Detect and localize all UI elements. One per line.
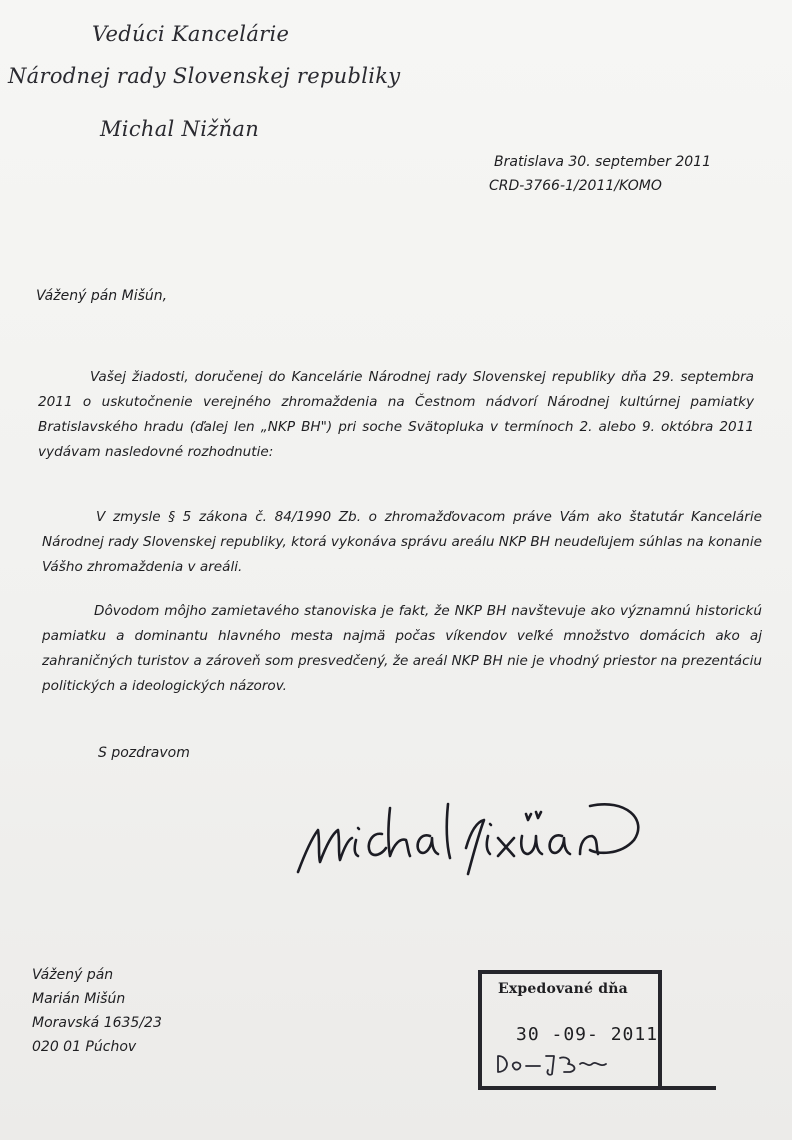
recipient-city: 020 01 Púchov [32, 1039, 137, 1055]
recipient-greeting: Vážený pán [32, 967, 114, 983]
letter-meta [489, 150, 711, 198]
paragraph-reasoning: Dôvodom môjho zamietavého stanoviska je fakt, že NKP BH navštevuje ako významnú historickú pamiatku a dominantu hlavného mesta najmä počas víkendov veľké množstvo domácich ako aj zahraničných turistov a zároveň som presvedčený, že areál NKP BH nie je vhodný priestor na prezentáciu politických a ideologických názorov. [42, 603, 762, 694]
handwritten-signature [290, 790, 650, 890]
letterhead-name: Michal Nižňan [100, 117, 260, 141]
letterhead-title: Vedúci Kancelárie [92, 22, 290, 46]
recipient-street: Moravská 1635/23 [32, 1015, 162, 1031]
stamp-label: Expedované dňa [498, 981, 628, 997]
place-date: Bratislava 30. september 2011 [494, 154, 711, 170]
stamp-border-extension [656, 1086, 716, 1090]
reference-number: CRD-3766-1/2011/KOMO [489, 178, 662, 194]
stamp-initials-scribble [494, 1050, 634, 1080]
recipient-name: Marián Mišún [32, 991, 126, 1007]
salutation: Vážený pán Mišún, [36, 288, 168, 304]
paragraph-request: Vašej žiadosti, doručenej do Kancelárie Národnej rady Slovenskej republiky dňa 29. septembra 2011 o uskutočnenie verejného zhromaždenia na Čestnom nádvorí Národnej kultúrnej pamiatky Bratislavského hradu (ďalej len „NKP BH") pri soche Svätopluka v termínoch 2. alebo 9. októbra 2011 vydávam nasledovné rozhodnutie: [38, 369, 754, 460]
recipient-address [32, 963, 162, 1059]
letterhead-institution: Národnej rady Slovenskej republiky [8, 64, 401, 88]
dispatch-stamp [478, 970, 662, 1090]
paragraph-decision: V zmysle § 5 zákona č. 84/1990 Zb. o zhromažďovacom práve Vám ako štatutár Kancelárie Národnej rady Slovenskej republiky, ktorá vykonáva správu areálu NKP BH neudeľujem súhlas na konanie Vášho zhromaždenia v areáli. [42, 509, 762, 575]
stamp-date: 30 -09- 2011 [516, 1024, 659, 1045]
closing: S pozdravom [98, 745, 190, 761]
